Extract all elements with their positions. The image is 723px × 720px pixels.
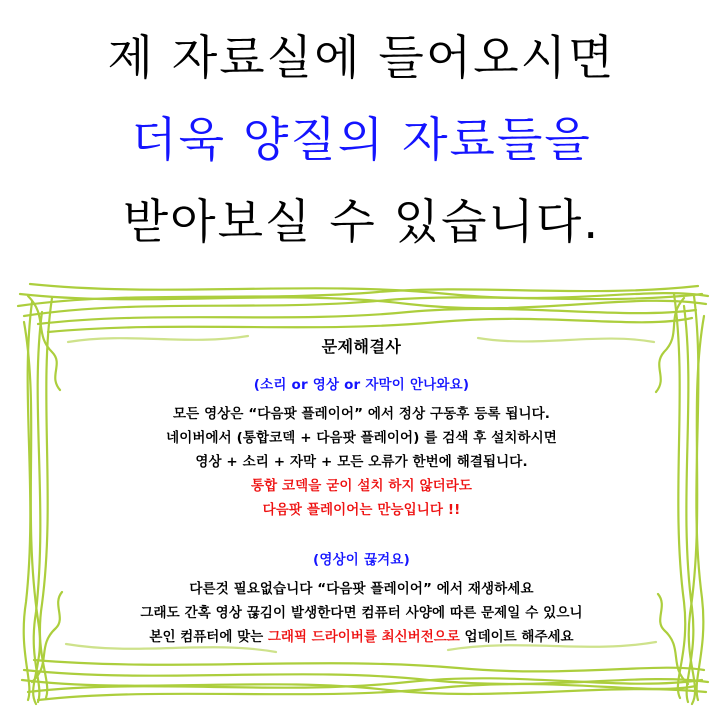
section-1-line-4: 통합 코덱을 굳이 설치 하지 않더라도	[250, 478, 473, 494]
last-line-pre: 본인 컴퓨터에 맞는	[149, 629, 268, 645]
panel-content	[8, 272, 715, 708]
panel-title: 문제해결사	[321, 337, 402, 356]
last-line-highlight: 그래픽 드라이버를 최신버전으로	[267, 629, 460, 645]
section-2-line-2: 그래도 간혹 영상 끊김이 발생한다면 컴퓨터 사양에 따른 문제일 수 있으니	[140, 605, 583, 621]
section-2-heading: (영상이 끊겨요)	[312, 552, 411, 568]
section-1-line-5: 다음팟 플레이어는 만능입니다 !!	[262, 502, 461, 518]
headline-block	[0, 18, 723, 264]
last-line-post: 업데이트 해주세요	[459, 629, 574, 645]
section-1-line-3: 영상 + 소리 + 자막 + 모든 오류가 한번에 해결됩니다.	[195, 454, 528, 470]
section-gap	[54, 522, 669, 548]
section-2-last-line	[54, 625, 669, 649]
section-1-line-1: 모든 영상은 “다음팟 플레이어” 에서 정상 구동후 등록 됩니다.	[173, 406, 550, 422]
section-2-line-1: 다른것 필요없습니다 “다음팟 플레이어” 에서 재생하세요	[189, 581, 534, 597]
headline-line-1: 제 자료실에 들어오시면	[107, 31, 616, 86]
section-1-heading: (소리 or 영상 or 자막이 안나와요)	[253, 377, 470, 393]
headline-line-3: 받아보실 수 있습니다.	[122, 195, 601, 250]
section-1-line-2: 네이버에서 (통합코덱 + 다음팟 플레이어) 를 검색 후 설치하시면	[166, 430, 557, 446]
headline-line-2: 더욱 양질의 자료들을	[131, 113, 592, 168]
